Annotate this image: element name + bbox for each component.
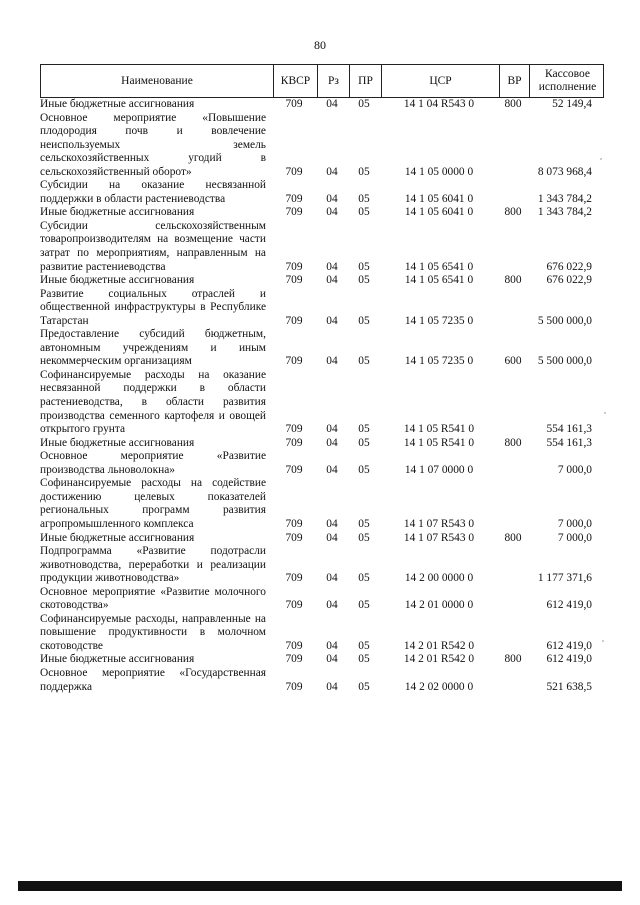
row-csr: 14 1 07 R543 0 <box>403 531 475 544</box>
row-name: Софинансируемые расходы на содействие достижению целевых показателей региональных программ развития агропромышленного комплекса <box>40 477 266 530</box>
row-vr: 800 <box>504 206 522 219</box>
row-pr: 05 <box>358 680 370 693</box>
row-cash-execution: 7 000,0 <box>557 531 592 544</box>
header-kvsr: КВСР <box>273 65 317 97</box>
row-cash-execution: 52 149,4 <box>552 98 592 110</box>
row-rz: 04 <box>326 314 338 327</box>
row-kvsr: 709 <box>285 680 303 693</box>
row-name: Основное мероприятие «Развитие молочного скотоводства» <box>40 585 266 612</box>
table-row <box>40 220 604 274</box>
row-cash-execution: 1 343 784,2 <box>537 192 592 205</box>
row-cash-execution: 1 343 784,2 <box>537 206 592 219</box>
row-cash-execution: 612 419,0 <box>546 599 592 612</box>
row-vr: 800 <box>504 531 522 544</box>
table-row <box>40 112 604 180</box>
row-kvsr: 709 <box>285 599 303 612</box>
row-pr: 05 <box>358 572 370 585</box>
row-pr: 05 <box>358 463 370 476</box>
row-kvsr: 709 <box>285 531 303 544</box>
row-csr: 14 1 04 R543 0 <box>403 98 475 110</box>
row-kvsr: 709 <box>285 436 303 449</box>
row-kvsr: 709 <box>285 314 303 327</box>
header-cash-execution: Кассовое исполнение <box>529 65 605 97</box>
row-cash-execution: 612 419,0 <box>546 639 592 652</box>
row-pr: 05 <box>358 274 370 287</box>
row-pr: 05 <box>358 206 370 219</box>
row-vr: 800 <box>504 653 522 666</box>
table-row <box>40 667 604 694</box>
row-csr: 14 1 07 R543 0 <box>403 517 475 530</box>
row-kvsr: 709 <box>285 639 303 652</box>
header-vr: ВР <box>499 65 529 97</box>
row-cash-execution: 5 500 000,0 <box>537 314 592 327</box>
table-row <box>40 179 604 206</box>
table-row <box>40 477 604 531</box>
row-name: Субсидии сельскохозяйственным товаропроизводителям на возмещение части затрат по мероприятиям, направленным на развитие растениеводства <box>40 219 266 273</box>
scan-speck <box>600 158 602 160</box>
row-pr: 05 <box>358 98 370 110</box>
row-rz: 04 <box>326 165 338 178</box>
header-pr: ПР <box>349 65 381 97</box>
page-number: 80 <box>314 38 326 52</box>
row-cash-execution: 612 419,0 <box>546 653 592 666</box>
row-vr: 800 <box>504 274 522 287</box>
row-cash-execution: 5 500 000,0 <box>537 355 592 368</box>
row-rz: 04 <box>326 192 338 205</box>
row-rz: 04 <box>326 517 338 530</box>
table-row <box>40 653 604 667</box>
table-row <box>40 532 604 546</box>
row-rz: 04 <box>326 599 338 612</box>
row-rz: 04 <box>326 260 338 273</box>
row-pr: 05 <box>358 260 370 273</box>
row-kvsr: 709 <box>285 260 303 273</box>
row-kvsr: 709 <box>285 572 303 585</box>
row-name: Предоставление субсидий бюджетным, автономным учреждениям и иным некоммерческим организациям <box>40 328 266 368</box>
row-cash-execution: 554 161,3 <box>546 436 592 449</box>
row-kvsr: 709 <box>285 206 303 219</box>
header-rz: Рз <box>317 65 349 97</box>
table-row <box>40 586 604 613</box>
row-vr: 800 <box>504 98 522 110</box>
row-name: Софинансируемые расходы на оказание несвязанной поддержки в области растениеводства, в области развития производства семенного картофеля и овощей открытого грунта <box>40 368 266 436</box>
row-kvsr: 709 <box>285 274 303 287</box>
table-row <box>40 450 604 477</box>
row-cash-execution: 8 073 968,4 <box>537 165 592 178</box>
row-kvsr: 709 <box>285 653 303 666</box>
row-csr: 14 2 01 R542 0 <box>403 653 475 666</box>
row-pr: 05 <box>358 517 370 530</box>
table-row <box>40 545 604 586</box>
table-row <box>40 613 604 654</box>
header-name: Наименование <box>121 74 193 87</box>
table-body <box>40 98 604 694</box>
row-cash-execution: 7 000,0 <box>557 517 592 530</box>
row-kvsr: 709 <box>285 98 303 110</box>
table-header <box>40 64 604 98</box>
row-kvsr: 709 <box>285 517 303 530</box>
table-row <box>40 369 604 437</box>
row-pr: 05 <box>358 423 370 436</box>
row-name: Иные бюджетные ассигнования <box>40 98 195 110</box>
row-csr: 14 1 05 6541 0 <box>404 274 474 287</box>
row-pr: 05 <box>358 653 370 666</box>
row-rz: 04 <box>326 680 338 693</box>
table-row <box>40 288 604 329</box>
row-csr: 14 1 05 R541 0 <box>403 423 475 436</box>
table-row <box>40 206 604 220</box>
row-rz: 04 <box>326 639 338 652</box>
row-cash-execution: 1 177 371,6 <box>537 572 592 585</box>
row-pr: 05 <box>358 192 370 205</box>
row-kvsr: 709 <box>285 192 303 205</box>
row-name: Субсидии на оказание несвязанной поддержки в области растениеводства <box>40 179 266 205</box>
row-cash-execution: 521 638,5 <box>546 680 592 693</box>
row-cash-execution: 7 000,0 <box>557 463 592 476</box>
row-rz: 04 <box>326 274 338 287</box>
row-csr: 14 1 05 0000 0 <box>404 165 474 178</box>
row-name: Иные бюджетные ассигнования <box>40 653 195 666</box>
row-pr: 05 <box>358 531 370 544</box>
row-rz: 04 <box>326 531 338 544</box>
row-csr: 14 1 05 6041 0 <box>404 206 474 219</box>
row-rz: 04 <box>326 206 338 219</box>
scan-border-bar <box>18 881 622 891</box>
row-name: Иные бюджетные ассигнования <box>40 531 195 544</box>
row-kvsr: 709 <box>285 165 303 178</box>
row-pr: 05 <box>358 355 370 368</box>
row-name: Подпрограмма «Развитие подотрасли животноводства, переработки и реализации продукции животноводства» <box>40 545 266 585</box>
table-row <box>40 437 604 451</box>
row-vr: 600 <box>504 355 522 368</box>
row-rz: 04 <box>326 423 338 436</box>
row-pr: 05 <box>358 165 370 178</box>
row-name: Основное мероприятие «Государственная поддержка <box>40 666 266 693</box>
table-row <box>40 328 604 369</box>
row-vr: 800 <box>504 436 522 449</box>
row-name: Софинансируемые расходы, направленные на повышение продуктивности в молочном скотоводстве <box>40 612 266 652</box>
row-csr: 14 1 05 6041 0 <box>404 192 474 205</box>
row-name: Основное мероприятие «Повышение плодородия почв и вовлечение неиспользуемых земель сельскохозяйственных угодий в сельскохозяйственный оборот» <box>40 111 266 178</box>
row-pr: 05 <box>358 314 370 327</box>
row-csr: 14 2 01 R542 0 <box>403 639 475 652</box>
row-pr: 05 <box>358 599 370 612</box>
row-csr: 14 1 07 0000 0 <box>404 463 474 476</box>
row-rz: 04 <box>326 653 338 666</box>
header-csr: ЦСР <box>381 65 499 97</box>
row-csr: 14 2 01 0000 0 <box>404 599 474 612</box>
row-cash-execution: 676 022,9 <box>546 260 592 273</box>
row-rz: 04 <box>326 463 338 476</box>
row-csr: 14 2 00 0000 0 <box>404 572 474 585</box>
table-row <box>40 98 604 112</box>
row-cash-execution: 676 022,9 <box>546 274 592 287</box>
row-csr: 14 2 02 0000 0 <box>404 680 474 693</box>
row-csr: 14 1 05 6541 0 <box>404 260 474 273</box>
table-row <box>40 274 604 288</box>
row-csr: 14 1 05 7235 0 <box>404 355 474 368</box>
row-pr: 05 <box>358 639 370 652</box>
row-name: Иные бюджетные ассигнования <box>40 274 195 287</box>
budget-table <box>40 64 604 694</box>
row-rz: 04 <box>326 572 338 585</box>
row-rz: 04 <box>326 355 338 368</box>
row-name: Основное мероприятие «Развитие производства льноволокна» <box>40 450 266 476</box>
row-name: Иные бюджетные ассигнования <box>40 436 195 449</box>
row-name: Иные бюджетные ассигнования <box>40 206 195 219</box>
row-csr: 14 1 05 7235 0 <box>404 314 474 327</box>
row-pr: 05 <box>358 436 370 449</box>
scan-speck <box>604 412 606 414</box>
row-csr: 14 1 05 R541 0 <box>403 436 475 449</box>
row-kvsr: 709 <box>285 463 303 476</box>
row-name: Развитие социальных отраслей и общественной инфраструктуры в Республике Татарстан <box>40 287 266 327</box>
row-cash-execution: 554 161,3 <box>546 423 592 436</box>
row-kvsr: 709 <box>285 355 303 368</box>
row-rz: 04 <box>326 436 338 449</box>
scan-speck <box>602 640 604 642</box>
row-rz: 04 <box>326 98 338 110</box>
row-kvsr: 709 <box>285 423 303 436</box>
